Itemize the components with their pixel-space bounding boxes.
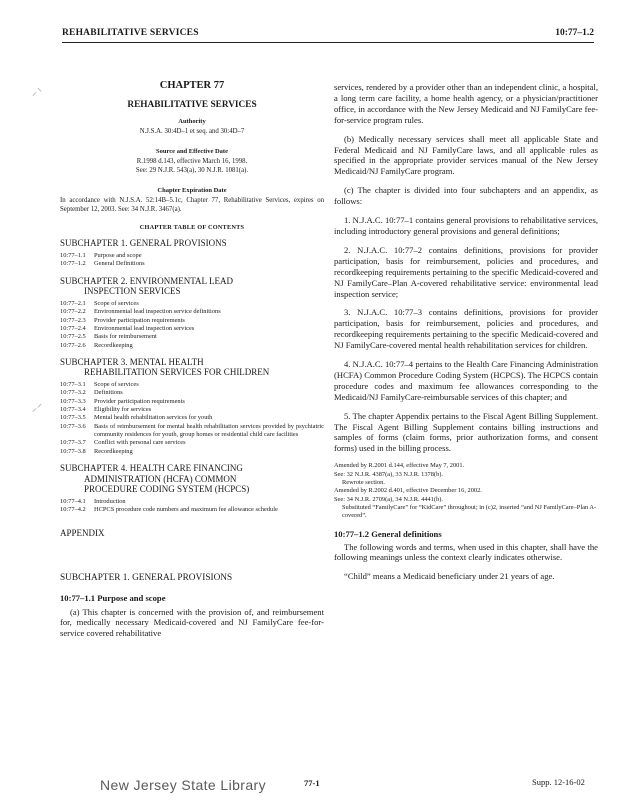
toc-entry: 10:77–3.5 Mental health rehabilitation services for youth: [60, 414, 213, 422]
toc-entry: 10:77–2.3 Provider participation requirements: [60, 316, 185, 324]
chapter-title: REHABILITATIVE SERVICES: [127, 100, 257, 110]
subchapter-1-heading: SUBCHAPTER 1. GENERAL PROVISIONS: [60, 572, 233, 583]
paragraph-b: (b) Medically necessary services shall meet all applicable State and Federal Medicaid and NJ FamilyCare laws, and all applicable rules as specified in the appropriate provider services manual of the New Jersey Medicaid/NJ FamilyCare program.: [334, 133, 598, 177]
expiration-heading: Chapter Expiration Date: [157, 187, 227, 195]
margin-mark-1: ⸝⸌: [32, 87, 42, 98]
toc-entry: 10:77–1.2 General Definitions: [60, 260, 145, 268]
toc-appendix: APPENDIX: [60, 527, 105, 538]
section-1-2-title: 10:77–1.2 General definitions: [334, 528, 442, 539]
chapter-number: CHAPTER 77: [159, 80, 225, 91]
section-1-1-title: 10:77–1.1 Purpose and scope: [60, 592, 166, 603]
definitions-intro: The following words and terms, when used in this chapter, shall have the following meanings unless the context clearly indicates otherwise.: [334, 541, 598, 563]
toc-entry: 10:77–4.1 Introduction: [60, 497, 126, 505]
amendment-note: Rewrote section.: [342, 478, 385, 486]
source-text-1: R.1998 d.143, effective March 16, 1998.: [136, 158, 248, 166]
paragraph-c-3: 3. N.J.A.C. 10:77–3 contains definitions, provisions for provider participation, basis for reimbursement, policies and procedures, and recordkeeping requirements pertaining to the specific Medicaid-covered and NJ FamilyCare-covered mental health rehabilitation services for children.: [334, 307, 598, 351]
toc-entry: 10:77–2.6 Recordkeeping: [60, 341, 133, 349]
source-text-2: See: 29 N.J.R. 543(a), 30 N.J.R. 1081(a).: [135, 166, 249, 174]
toc-subchapter-1-list: [60, 252, 324, 269]
authority-text: N.J.S.A. 30:4D–1 et seq. and 30:4D–7: [139, 128, 245, 135]
section-1-1-paragraph-a: (a) This chapter is concerned with the provision of, and reimbursement for, medically necessary Medicaid-covered and NJ FamilyCare fee-for-service covered rehabilitative: [60, 606, 324, 639]
toc-title: CHAPTER TABLE OF CONTENTS: [139, 224, 245, 232]
toc-entry: 10:77–2.2 Environmental lead inspection service definitions: [60, 308, 221, 316]
toc-subchapter-4-list: [60, 498, 324, 515]
right-column: [334, 82, 598, 590]
toc-entry: 10:77–1.1 Purpose and scope: [60, 252, 142, 260]
toc-entry: 10:77–3.3 Provider participation requirements: [60, 397, 185, 405]
margin-mark-2: ⸝⸍: [32, 403, 42, 414]
paragraph-c-1: 1. N.J.A.C. 10:77–1 contains general provisions to rehabilitative services, including introductory general provisions and general definitions;: [334, 215, 598, 236]
toc-subchapter-2-list: [60, 300, 324, 350]
toc-entry: 10:77–2.4 Environmental lead inspection services: [60, 324, 195, 332]
page-number: 77-1: [304, 778, 320, 788]
toc-subchapter-2-heading: SUBCHAPTER 2. ENVIRONMENTAL LEAD INSPECTION SERVICES: [60, 275, 233, 297]
running-header: [62, 28, 594, 43]
toc-entry: 10:77–3.1 Scope of services: [60, 381, 139, 389]
toc-entry: 10:77–3.6 Basis of reimbursement for mental health rehabilitation services provided by psychiatric community residences for youth, group homes or residential child care facilities: [60, 422, 324, 439]
toc-subchapter-4-heading: SUBCHAPTER 4. HEALTH CARE FINANCING ADMINISTRATION (HCFA) COMMON PROCEDURE CODING SYSTEM (HCPCS): [60, 463, 250, 495]
paragraph-continued: services, rendered by a provider other than an independent clinic, a hospital, a long term care facility, a home health agency, or a physician/practitioner office, in accordance with the New Jersey Medicaid and NJ FamilyCare fee-for-service program rules.: [334, 82, 598, 125]
toc-subchapter-3-heading: SUBCHAPTER 3. MENTAL HEALTH REHABILITATION SERVICES FOR CHILDREN: [60, 356, 270, 378]
header-section-number: 10:77–1.2: [555, 28, 594, 38]
toc-subchapter-1-heading: SUBCHAPTER 1. GENERAL PROVISIONS: [60, 238, 227, 249]
amendment-note: See: 34 N.J.R. 2709(a), 34 N.J.R. 4441(b).: [334, 495, 443, 503]
toc-entry: 10:77–2.5 Basis for reimbursement: [60, 333, 157, 341]
toc-entry: 10:77–3.2 Definitions: [60, 389, 123, 397]
paragraph-c: (c) The chapter is divided into four subchapters and an appendix, as follows:: [334, 185, 598, 207]
paragraph-c-4: 4. N.J.A.C. 10:77–4 pertains to the Health Care Financing Administration (HCFA) Common Procedure Coding System (HCPCS). The HCPCS contain procedure codes and maximum fee allowances corresponding to the Medicaid/NJ FamilyCare-reimbursable services of this chapter; and: [334, 359, 598, 402]
header-title: REHABILITATIVE SERVICES: [62, 28, 199, 38]
toc-entry: 10:77–2.1 Scope of services: [60, 299, 139, 307]
amendment-note: See: 32 N.J.R. 4387(a), 33 N.J.R. 1378(b).: [334, 470, 443, 478]
amendment-note: Amended by R.2002 d.401, effective December 16, 2002.: [334, 487, 482, 495]
toc-entry: 10:77–4.2 HCPCS procedure code numbers and maximum fee allowance schedule: [60, 506, 278, 514]
amendment-note: Amended by R.2001 d.144, effective May 7, 2001.: [334, 462, 465, 470]
authority-heading: Authority: [178, 118, 206, 125]
toc-subchapter-3-list: [60, 381, 324, 456]
left-column: [60, 80, 324, 639]
supplement-date: Supp. 12-16-02: [532, 777, 585, 787]
amendment-note: Substituted “FamilyCare” for “KidCare” throughout; in (c)2, inserted “and NJ FamilyCare–Plan A-covered”.: [342, 503, 597, 520]
toc-entry: 10:77–3.4 Eligibility for services: [60, 406, 152, 414]
library-watermark: New Jersey State Library: [100, 777, 266, 793]
expiration-text: In accordance with N.J.S.A. 52:14B–5.1c, Chapter 77, Rehabilitative Services, expires on September 12, 2003. See: 34 N.J.R. 3467(a).: [60, 197, 324, 213]
source-heading: Source and Effective Date: [156, 148, 228, 156]
toc-entry: 10:77–3.7 Conflict with personal care services: [60, 439, 186, 447]
paragraph-c-2: 2. N.J.A.C. 10:77–2 contains definitions, provisions for provider participation, basis for reimbursement, policies and procedures, and recordkeeping requirements pertaining to the specific Medicaid-covered and NJ FamilyCare–Plan A-covered rehabilitative service: environmental lead inspection service;: [334, 244, 598, 299]
toc-entry: 10:77–3.8 Recordkeeping: [60, 447, 133, 455]
definition-child: “Child” means a Medicaid beneficiary under 21 years of age.: [344, 571, 555, 582]
paragraph-c-5: 5. The chapter Appendix pertains to the Fiscal Agent Billing Supplement. The Fiscal Agent Billing Supplement contains billing instructions and samples of forms (claim forms, prior authorization forms, and consent forms) used in the billing process.: [334, 410, 598, 454]
